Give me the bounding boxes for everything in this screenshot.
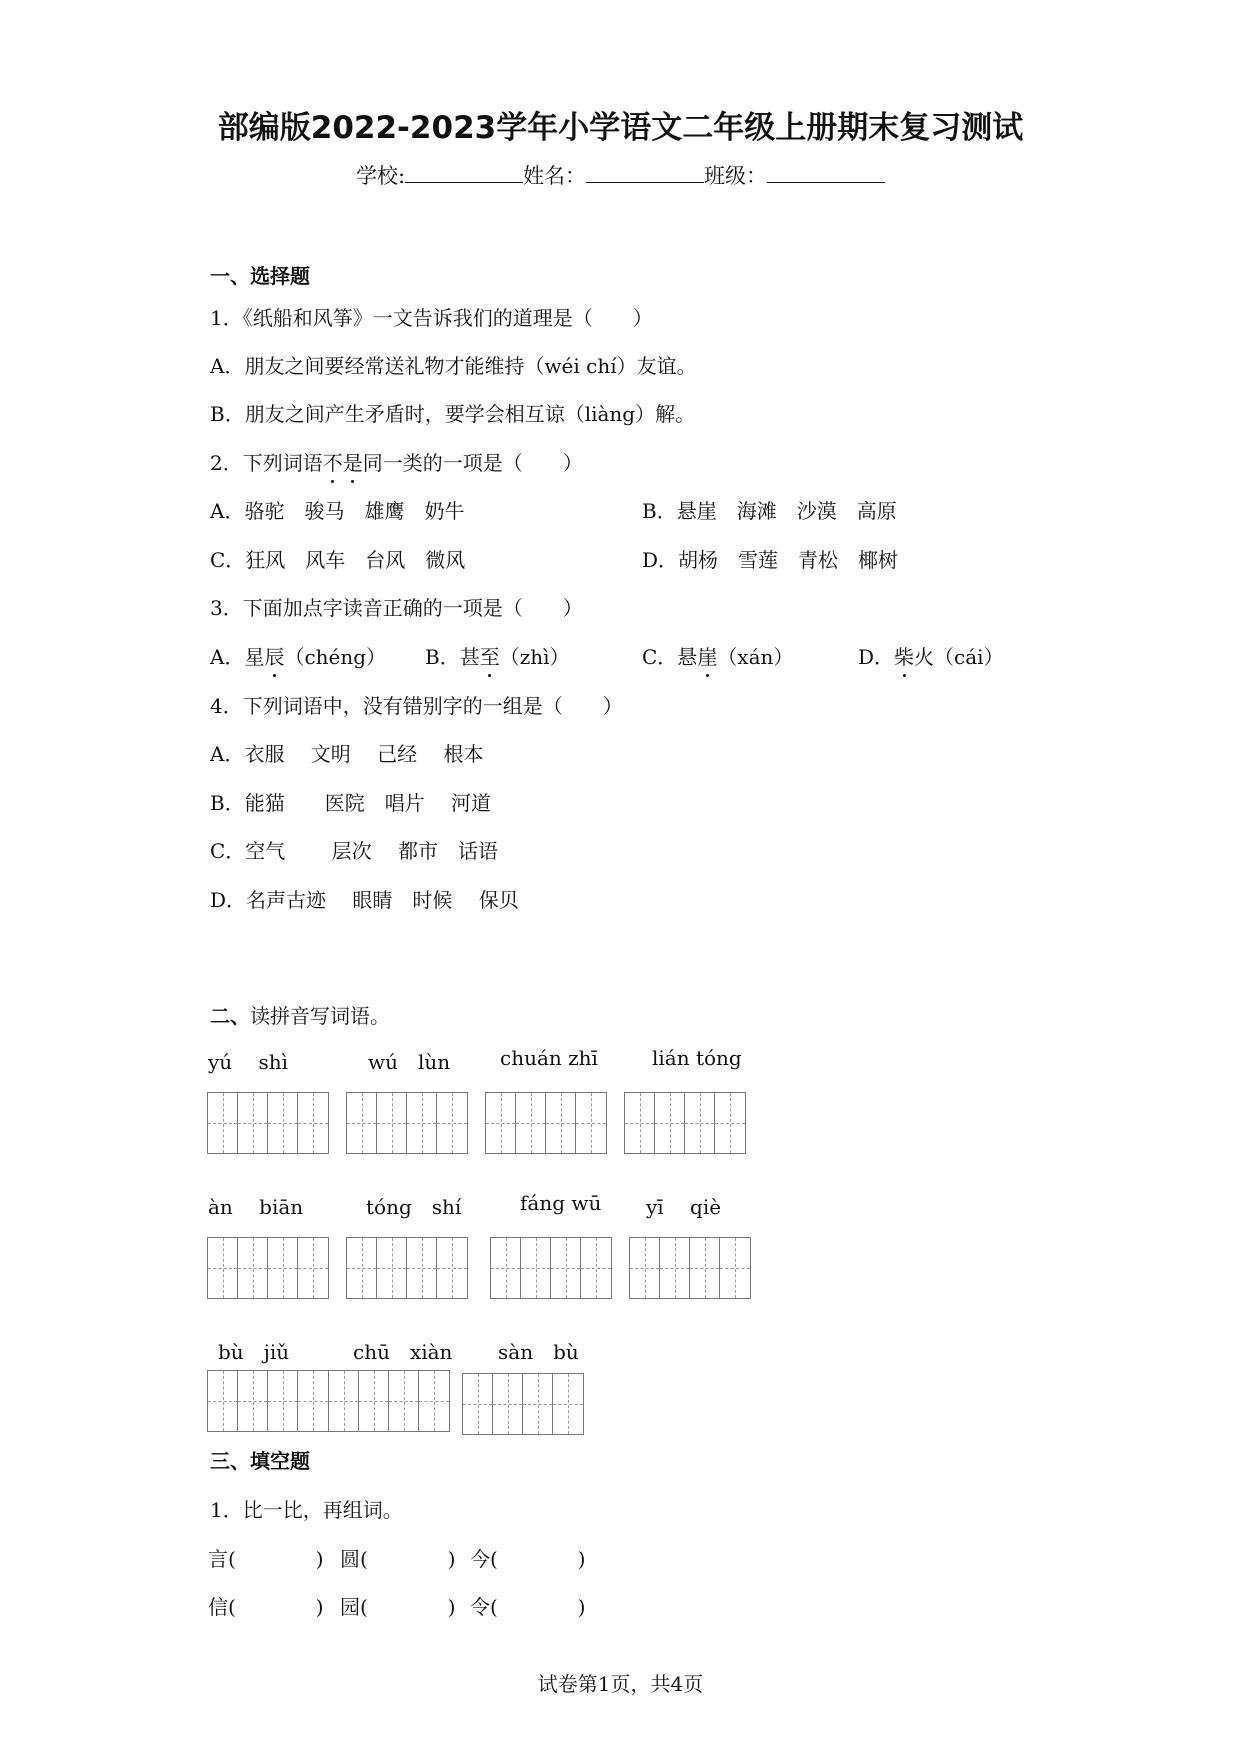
dotted-char: 柴 bbox=[894, 645, 915, 669]
dotted-char: 至 bbox=[479, 645, 500, 669]
s3-q1-stem: 1．比一比，再组词。 bbox=[210, 1498, 403, 1522]
pinyin-label: bù jiǔ bbox=[218, 1340, 290, 1364]
q4-option-a[interactable]: A．衣服 文明 己经 根本 bbox=[210, 742, 484, 766]
writing-grid[interactable] bbox=[328, 1370, 450, 1432]
class-label: 班级： bbox=[704, 164, 768, 188]
section3-heading: 三、填空题 bbox=[210, 1449, 310, 1473]
pinyin-label: chū xiàn bbox=[353, 1340, 453, 1364]
writing-grid[interactable] bbox=[462, 1373, 584, 1435]
section2-heading: 二、读拼音写词语。 bbox=[210, 1004, 390, 1028]
class-blank[interactable] bbox=[767, 164, 885, 183]
pinyin-label: sàn bù bbox=[498, 1340, 579, 1364]
q4-option-d[interactable]: D．名声古迹 眼睛 时候 保贝 bbox=[210, 888, 519, 912]
dotted-char: 崖 bbox=[697, 645, 718, 669]
writing-grid[interactable] bbox=[346, 1092, 468, 1154]
q4-option-b[interactable]: B．能猫 医院 唱片 河道 bbox=[210, 791, 492, 815]
writing-grid[interactable] bbox=[629, 1237, 751, 1299]
school-blank[interactable] bbox=[405, 164, 523, 183]
q1-option-a[interactable]: A．朋友之间要经常送礼物才能维持（wéi chí）友谊。 bbox=[210, 354, 697, 378]
page-title: 部编版2022-2023学年小学语文二年级上册期末复习测试 bbox=[217, 110, 1024, 146]
writing-grid[interactable] bbox=[346, 1237, 468, 1299]
pinyin-label: wú lùn bbox=[368, 1050, 451, 1074]
q2-option-b[interactable]: B．悬崖 海滩 沙漠 高原 bbox=[642, 499, 897, 523]
q3-stem: 3．下面加点字读音正确的一项是（ ） bbox=[210, 596, 583, 620]
q1-option-b[interactable]: B．朋友之间产生矛盾时，要学会相互谅（liàng）解。 bbox=[210, 402, 696, 426]
fill-blank[interactable]: 圆( ) bbox=[340, 1547, 456, 1571]
q3-option-b[interactable]: B．甚至（zhì） bbox=[425, 645, 570, 669]
q2-option-d[interactable]: D．胡杨 雪莲 青松 椰树 bbox=[642, 548, 899, 572]
pinyin-label: tóng shí bbox=[366, 1195, 462, 1219]
dotted-char: 不 bbox=[322, 451, 343, 475]
writing-grid[interactable] bbox=[485, 1092, 607, 1154]
dotted-char: 辰 bbox=[264, 645, 285, 669]
q3-option-d[interactable]: D．柴火（cái） bbox=[858, 645, 1004, 669]
writing-grid[interactable] bbox=[490, 1237, 612, 1299]
q4-option-c[interactable]: C．空气 层次 都市 话语 bbox=[210, 839, 499, 863]
q2-option-c[interactable]: C．狂风 风车 台风 微风 bbox=[210, 548, 466, 572]
writing-grid[interactable] bbox=[207, 1237, 329, 1299]
pinyin-label: yī qiè bbox=[646, 1195, 722, 1219]
fill-blank[interactable]: 言( ) bbox=[208, 1547, 324, 1571]
writing-grid[interactable] bbox=[207, 1370, 329, 1432]
fill-blank[interactable]: 令( ) bbox=[470, 1595, 586, 1619]
writing-grid[interactable] bbox=[624, 1092, 746, 1154]
pinyin-label: yú shì bbox=[208, 1050, 289, 1074]
section1-heading: 一、选择题 bbox=[210, 264, 310, 288]
fill-blank[interactable]: 信( ) bbox=[208, 1595, 324, 1619]
q2-stem: 2．下列词语不是同一类的一项是（ ） bbox=[210, 451, 583, 475]
pinyin-label: chuán zhī bbox=[500, 1046, 598, 1070]
writing-grid[interactable] bbox=[207, 1092, 329, 1154]
student-info bbox=[0, 160, 1241, 190]
dotted-char: 是 bbox=[342, 451, 363, 475]
q2-option-a[interactable]: A．骆驼 骏马 雄鹰 奶牛 bbox=[210, 499, 465, 523]
fill-blank[interactable]: 园( ) bbox=[340, 1595, 456, 1619]
school-label: 学校: bbox=[355, 164, 406, 188]
fill-blank[interactable]: 今( ) bbox=[470, 1547, 586, 1571]
q3-option-a[interactable]: A．星辰（chéng） bbox=[210, 645, 387, 669]
q3-option-c[interactable]: C．悬崖（xán） bbox=[642, 645, 794, 669]
name-blank[interactable] bbox=[586, 164, 704, 183]
pinyin-label: lián tóng bbox=[652, 1046, 742, 1070]
name-label: 姓名： bbox=[523, 164, 587, 188]
q1-stem: 1．《纸船和风筝》一文告诉我们的道理是（ ） bbox=[210, 306, 653, 330]
q4-stem: 4．下列词语中，没有错别字的一组是（ ） bbox=[210, 694, 623, 718]
page-footer: 试卷第1页，共4页 bbox=[537, 1672, 704, 1696]
pinyin-label: àn biān bbox=[208, 1195, 304, 1219]
pinyin-label: fáng wū bbox=[520, 1191, 602, 1215]
